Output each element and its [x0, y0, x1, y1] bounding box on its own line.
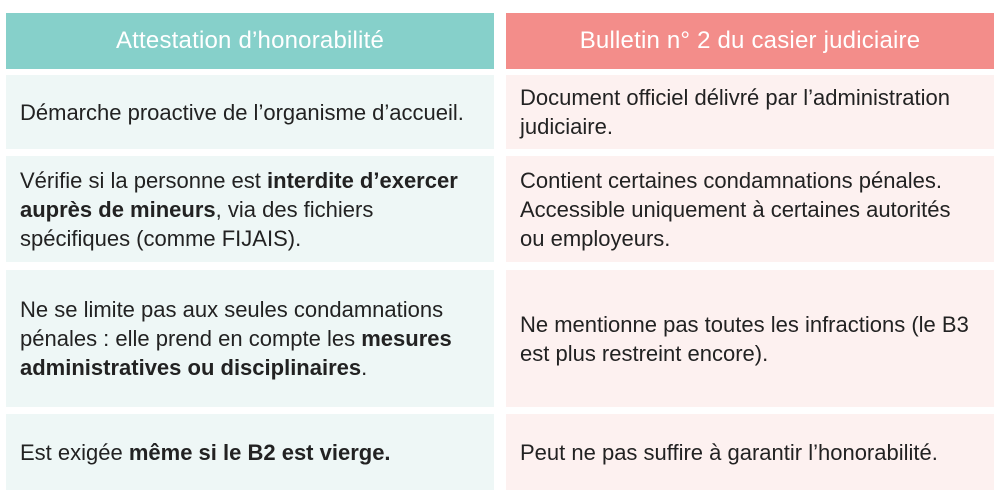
bold-text: mesures administratives ou disciplinaires — [20, 326, 452, 380]
cell-attestation-row-1 — [6, 75, 494, 149]
cell-attestation-row-4 — [6, 414, 494, 490]
cell-bulletin-row-1 — [506, 75, 994, 149]
cell-text: Peut ne pas suffire à garantir l’honorabilité. — [520, 439, 938, 465]
cell-bulletin-row-4 — [506, 414, 994, 490]
cell-attestation-row-2 — [6, 156, 494, 262]
cell-text: Ne mentionne pas toutes les infractions (le B3 est plus restreint encore). — [520, 311, 969, 366]
header-attestation: Attestation d’honorabilité — [6, 13, 494, 69]
cell-text: Vérifie si la personne est interdite d’exercer auprès de mineurs, via des fichiers spécifiques (comme FIJAIS). — [20, 167, 458, 251]
cell-bulletin-row-3 — [506, 270, 994, 407]
bold-text: interdite d’exercer auprès de mineurs — [20, 167, 458, 222]
cell-bulletin-row-2 — [506, 156, 994, 262]
cell-text: Démarche proactive de l’organisme d’accueil. — [20, 99, 464, 125]
cell-text: Ne se limite pas aux seules condamnations pénales : elle prend en compte les mesures administratives ou disciplinaires. — [20, 297, 452, 380]
cell-attestation-row-3 — [6, 270, 494, 407]
header-bulletin-b2: Bulletin n° 2 du casier judiciaire — [506, 13, 994, 69]
cell-text: Document officiel délivré par l’administration judiciaire. — [520, 85, 951, 139]
bold-text: même si le B2 est vierge. — [128, 439, 391, 465]
cell-text: Est exigée même si le B2 est vierge. — [20, 439, 391, 465]
cell-text: Contient certaines condamnations pénales. Accessible uniquement à certaines autorités ou employeurs. — [520, 167, 951, 251]
